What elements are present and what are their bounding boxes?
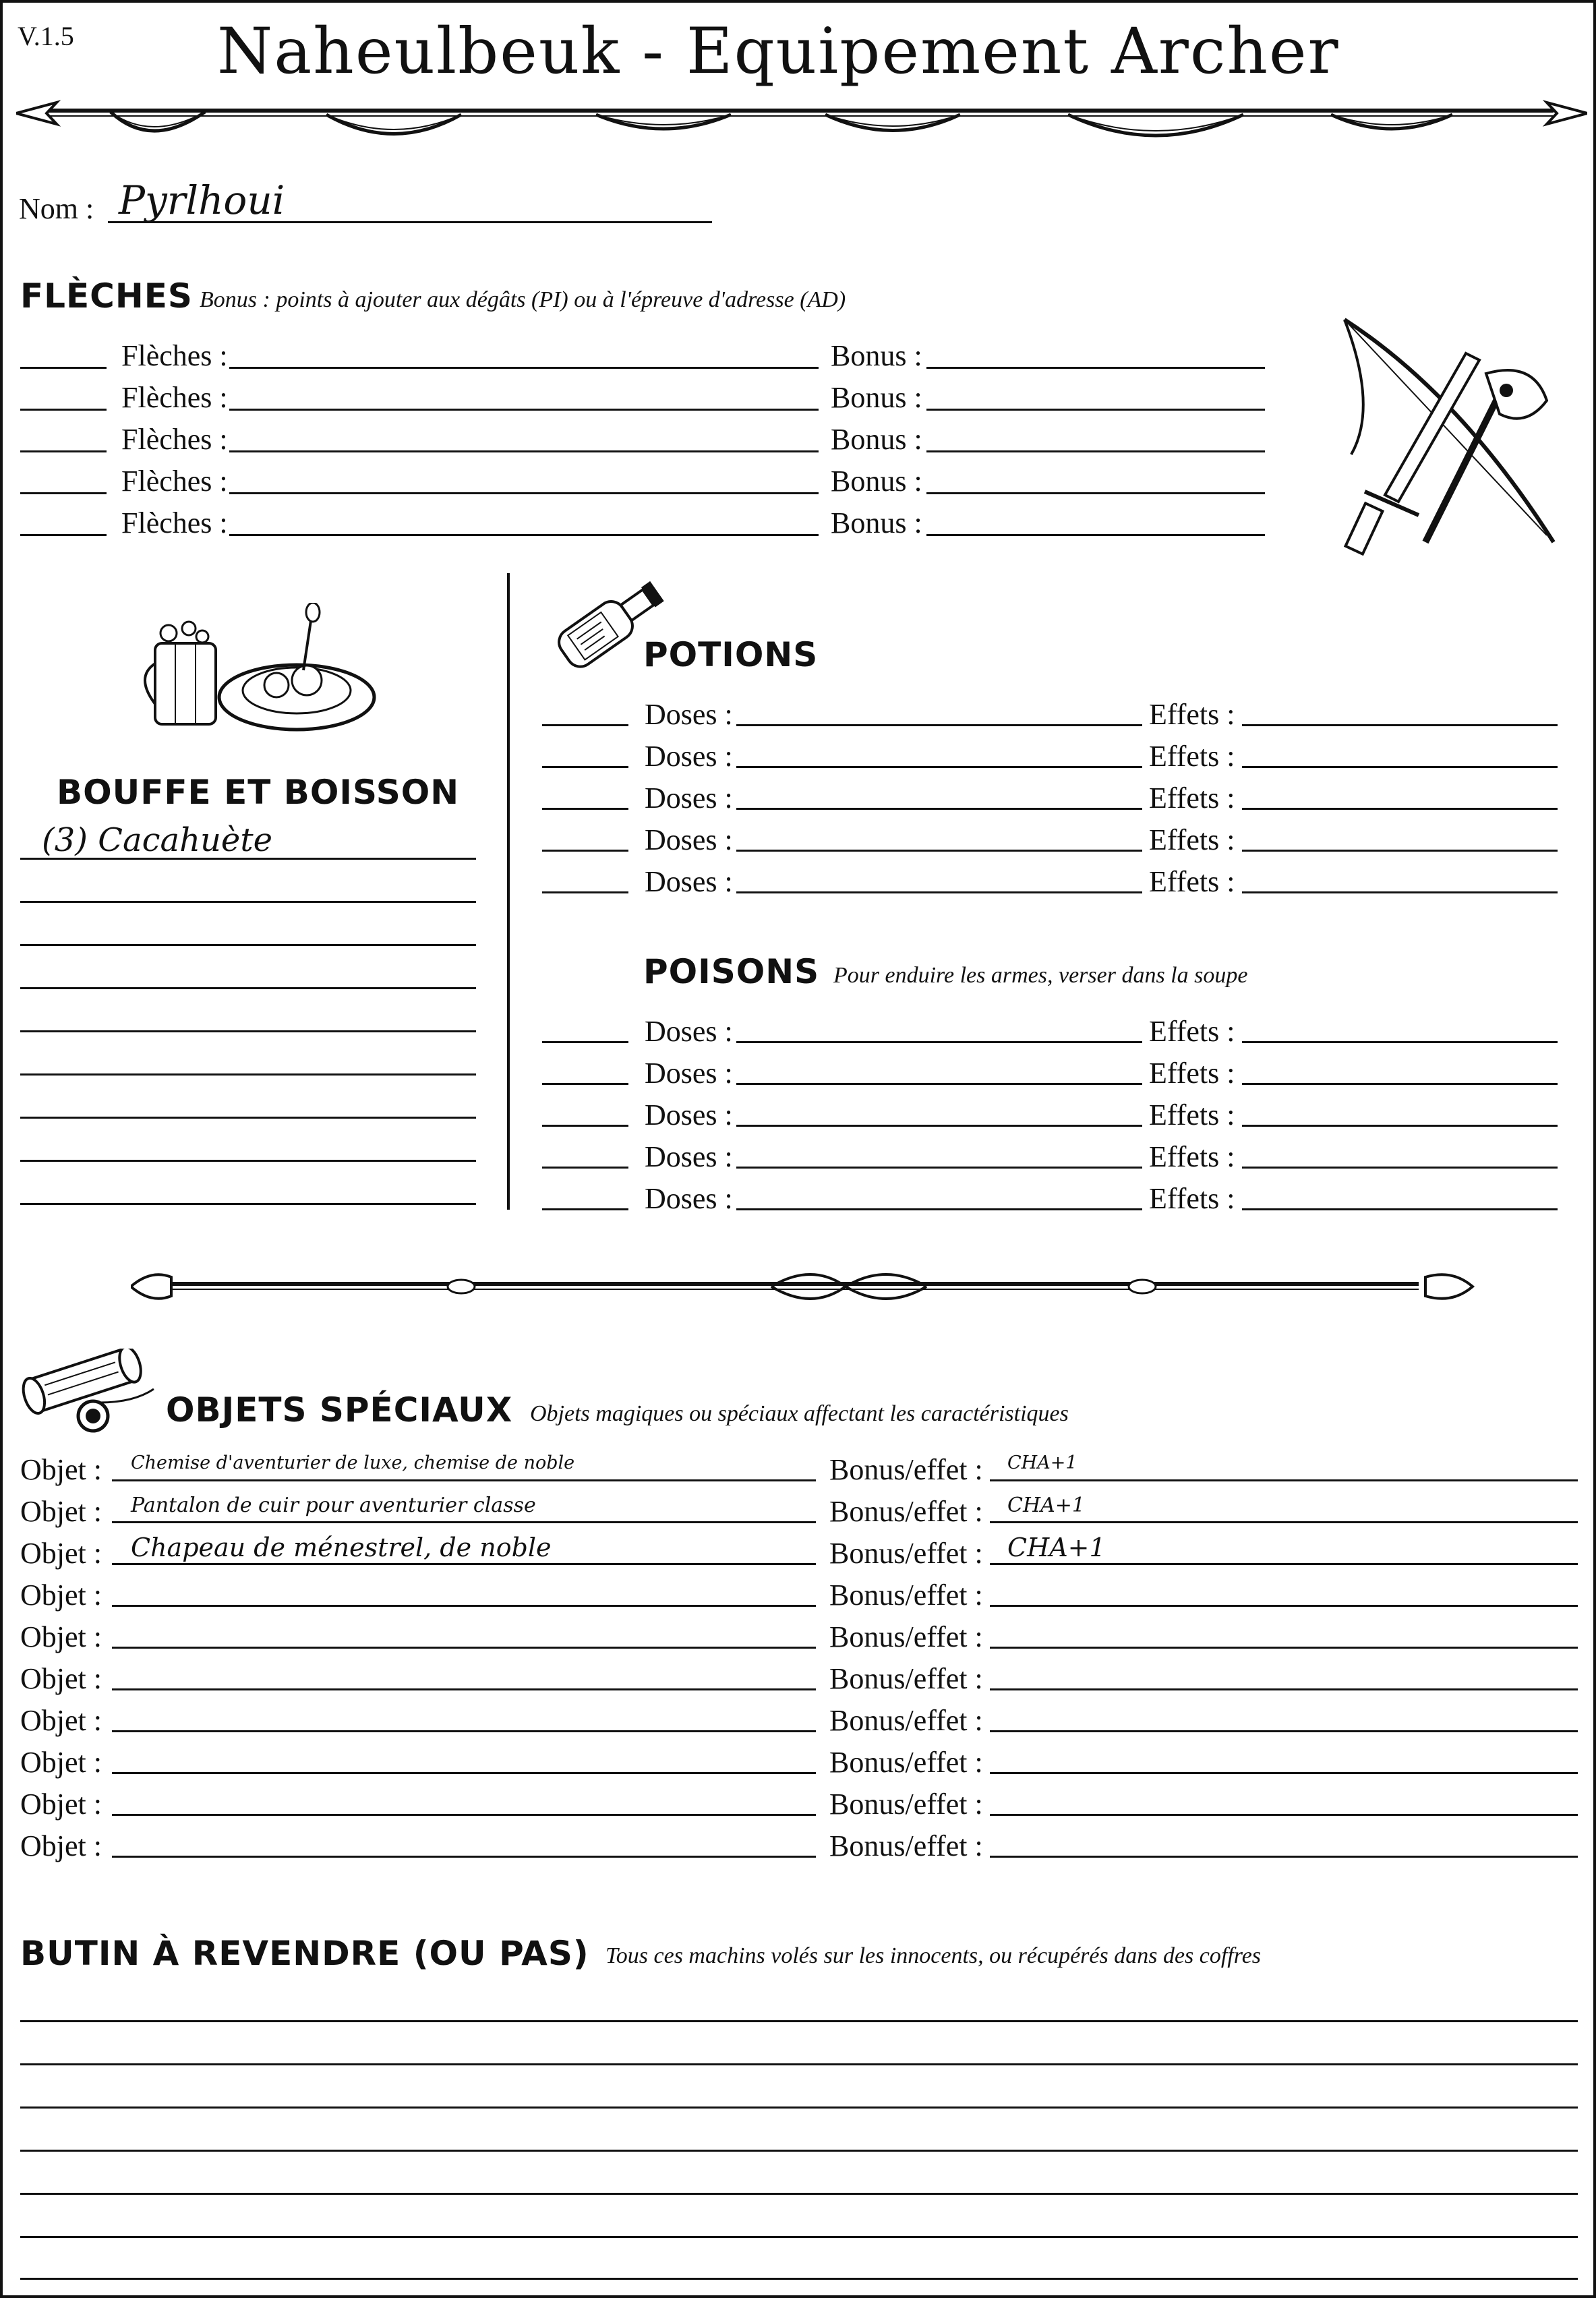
food-section-title: BOUFFE ET BOISSON	[57, 773, 460, 812]
potion-effects-label: Effets :	[1149, 782, 1235, 815]
object-line[interactable]	[112, 1479, 816, 1481]
food-line[interactable]	[20, 987, 476, 989]
food-line[interactable]	[20, 1160, 476, 1162]
arrow-row-label: Flèches :	[121, 506, 228, 539]
poison-effects-label: Effets :	[1149, 1098, 1235, 1131]
poison-doses-line[interactable]	[736, 1125, 1142, 1127]
arrow-bonus-label: Bonus :	[831, 423, 922, 456]
poison-quantity-line[interactable]	[542, 1125, 628, 1127]
arrow-name-line[interactable]	[229, 409, 819, 411]
object-label: Objet :	[20, 1620, 102, 1653]
potion-doses-line[interactable]	[736, 850, 1142, 852]
name-value[interactable]: Pyrlhoui	[119, 177, 285, 223]
sheet-title: Naheulbeuk - Equipement Archer	[217, 15, 1340, 88]
food-item-1[interactable]: (3) Cacahuète	[42, 821, 273, 859]
poison-quantity-line[interactable]	[542, 1083, 628, 1085]
potion-quantity-line[interactable]	[542, 766, 628, 768]
object-bonus-label: Bonus/effet :	[829, 1662, 983, 1695]
arrow-bonus-line[interactable]	[926, 450, 1265, 452]
object-line[interactable]	[112, 1647, 816, 1649]
potion-doses-line[interactable]	[736, 724, 1142, 726]
poison-effects-line[interactable]	[1242, 1125, 1558, 1127]
weapons-illustration-icon	[1324, 313, 1574, 556]
arrow-name-line[interactable]	[229, 367, 819, 369]
poison-doses-label: Doses :	[645, 1182, 733, 1215]
poison-effects-line[interactable]	[1242, 1208, 1558, 1210]
potion-doses-label: Doses :	[645, 823, 733, 856]
poison-effects-label: Effets :	[1149, 1057, 1235, 1090]
poison-quantity-line[interactable]	[542, 1041, 628, 1043]
arrow-divider-ornament	[16, 89, 1587, 150]
column-divider	[507, 573, 510, 1210]
potion-effects-line[interactable]	[1242, 850, 1558, 852]
poison-doses-label: Doses :	[645, 1098, 733, 1131]
poison-effects-line[interactable]	[1242, 1041, 1558, 1043]
potion-effects-label: Effets :	[1149, 740, 1235, 773]
arrow-row-label: Flèches :	[121, 381, 228, 414]
arrow-quantity-line[interactable]	[20, 450, 107, 452]
name-field-line[interactable]	[108, 221, 712, 223]
potion-doses-label: Doses :	[645, 865, 733, 898]
food-line[interactable]	[20, 1117, 476, 1119]
loot-section-subtitle: Tous ces machins volés sur les innocents, ou récupérés dans des coffres	[605, 1943, 1262, 1968]
object-label: Objet :	[20, 1704, 102, 1737]
arrow-name-line[interactable]	[229, 450, 819, 452]
object-line[interactable]	[112, 1688, 816, 1690]
loot-line[interactable]	[20, 2193, 1578, 2195]
object-label: Objet :	[20, 1746, 102, 1779]
object-label: Objet :	[20, 1537, 102, 1570]
arrow-quantity-line[interactable]	[20, 534, 107, 536]
loot-line[interactable]	[20, 2236, 1578, 2238]
potion-doses-line[interactable]	[736, 891, 1142, 893]
object-line[interactable]	[112, 1563, 816, 1565]
poison-doses-label: Doses :	[645, 1140, 733, 1173]
potion-doses-label: Doses :	[645, 782, 733, 815]
potion-quantity-line[interactable]	[542, 808, 628, 810]
object-label: Objet :	[20, 1662, 102, 1695]
potion-effects-line[interactable]	[1242, 766, 1558, 768]
poison-doses-label: Doses :	[645, 1057, 733, 1090]
scroll-and-ring-icon	[19, 1349, 167, 1436]
object-bonus-line[interactable]	[990, 1772, 1578, 1774]
arrows-section-title: FLÈCHES	[20, 276, 193, 316]
food-line[interactable]	[20, 858, 476, 860]
arrow-name-line[interactable]	[229, 534, 819, 536]
object-bonus-label: Bonus/effet :	[829, 1704, 983, 1737]
object-bonus-label: Bonus/effet :	[829, 1620, 983, 1653]
arrow-bonus-label: Bonus :	[831, 506, 922, 539]
poison-effects-label: Effets :	[1149, 1015, 1235, 1048]
loot-line[interactable]	[20, 2020, 1578, 2022]
arrow-bonus-label: Bonus :	[831, 465, 922, 498]
poison-effects-line[interactable]	[1242, 1167, 1558, 1169]
food-line[interactable]	[20, 1073, 476, 1076]
object-bonus-value-1[interactable]: CHA+1	[1007, 1452, 1077, 1473]
potion-doses-line[interactable]	[736, 766, 1142, 768]
object-line[interactable]	[112, 1730, 816, 1732]
staff-divider-ornament	[131, 1262, 1479, 1309]
loot-line[interactable]	[20, 2063, 1578, 2065]
object-bonus-line[interactable]	[990, 1688, 1578, 1690]
object-bonus-label: Bonus/effet :	[829, 1788, 983, 1821]
potion-effects-label: Effets :	[1149, 823, 1235, 856]
object-label: Objet :	[20, 1579, 102, 1612]
object-bonus-line[interactable]	[990, 1605, 1578, 1607]
poison-doses-line[interactable]	[736, 1208, 1142, 1210]
object-label: Objet :	[20, 1453, 102, 1486]
object-label: Objet :	[20, 1829, 102, 1862]
arrow-bonus-line[interactable]	[926, 534, 1265, 536]
potion-effects-label: Effets :	[1149, 698, 1235, 731]
arrows-section-subtitle: Bonus : points à ajouter aux dégâts (PI) ou à l'épreuve d'adresse (AD)	[200, 287, 846, 312]
arrow-bonus-line[interactable]	[926, 367, 1265, 369]
object-line[interactable]	[112, 1856, 816, 1858]
food-line[interactable]	[20, 1030, 476, 1032]
arrow-bonus-label: Bonus :	[831, 339, 922, 372]
loot-section-title: BUTIN À REVENDRE (OU PAS)	[20, 1934, 589, 1973]
arrow-bonus-line[interactable]	[926, 409, 1265, 411]
poisons-section-subtitle: Pour enduire les armes, verser dans la soupe	[833, 963, 1248, 988]
object-label: Objet :	[20, 1495, 102, 1528]
object-value-2[interactable]: Pantalon de cuir pour aventurier classe	[131, 1494, 536, 1517]
potion-quantity-line[interactable]	[542, 891, 628, 893]
object-bonus-label: Bonus/effet :	[829, 1495, 983, 1528]
object-bonus-label: Bonus/effet :	[829, 1579, 983, 1612]
poison-doses-line[interactable]	[736, 1167, 1142, 1169]
version-label: V.1.5	[18, 21, 74, 51]
object-value-1[interactable]: Chemise d'aventurier de luxe, chemise de noble	[131, 1452, 575, 1473]
poison-effects-line[interactable]	[1242, 1083, 1558, 1085]
food-illustration-icon	[142, 603, 378, 738]
object-bonus-line[interactable]	[990, 1479, 1578, 1481]
arrow-quantity-line[interactable]	[20, 367, 107, 369]
object-line[interactable]	[112, 1814, 816, 1816]
arrow-row-label: Flèches :	[121, 423, 228, 456]
object-bonus-label: Bonus/effet :	[829, 1746, 983, 1779]
potion-doses-label: Doses :	[645, 698, 733, 731]
potion-quantity-line[interactable]	[542, 850, 628, 852]
object-bonus-value-2[interactable]: CHA+1	[1007, 1494, 1086, 1517]
potion-quantity-line[interactable]	[542, 724, 628, 726]
object-value-3[interactable]: Chapeau de ménestrel, de noble	[131, 1533, 552, 1562]
object-bonus-value-3[interactable]: CHA+1	[1007, 1533, 1106, 1562]
poison-effects-label: Effets :	[1149, 1182, 1235, 1215]
object-bonus-line[interactable]	[990, 1563, 1578, 1565]
arrow-quantity-line[interactable]	[20, 492, 107, 494]
object-bonus-label: Bonus/effet :	[829, 1453, 983, 1486]
object-bonus-line[interactable]	[990, 1730, 1578, 1732]
arrow-quantity-line[interactable]	[20, 409, 107, 411]
poison-quantity-line[interactable]	[542, 1167, 628, 1169]
object-bonus-label: Bonus/effet :	[829, 1829, 983, 1862]
potions-section-title: POTIONS	[643, 635, 819, 674]
arrow-bonus-line[interactable]	[926, 492, 1265, 494]
food-line[interactable]	[20, 1203, 476, 1205]
object-line[interactable]	[112, 1521, 816, 1523]
arrow-row-label: Flèches :	[121, 339, 228, 372]
special-objects-section-subtitle: Objets magiques ou spéciaux affectant les caractéristiques	[530, 1401, 1069, 1426]
poison-doses-label: Doses :	[645, 1015, 733, 1048]
poisons-section-title: POISONS	[643, 952, 820, 991]
poison-quantity-line[interactable]	[542, 1208, 628, 1210]
potion-effects-line[interactable]	[1242, 724, 1558, 726]
object-bonus-label: Bonus/effet :	[829, 1537, 983, 1570]
poison-effects-label: Effets :	[1149, 1140, 1235, 1173]
potion-doses-label: Doses :	[645, 740, 733, 773]
object-line[interactable]	[112, 1605, 816, 1607]
loot-line[interactable]	[20, 2278, 1578, 2280]
arrow-row-label: Flèches :	[121, 465, 228, 498]
loot-line[interactable]	[20, 2106, 1578, 2109]
food-line[interactable]	[20, 901, 476, 903]
poison-doses-line[interactable]	[736, 1041, 1142, 1043]
object-bonus-line[interactable]	[990, 1814, 1578, 1816]
arrow-bonus-label: Bonus :	[831, 381, 922, 414]
poison-doses-line[interactable]	[736, 1083, 1142, 1085]
object-bonus-line[interactable]	[990, 1856, 1578, 1858]
potion-effects-label: Effets :	[1149, 865, 1235, 898]
arrow-name-line[interactable]	[229, 492, 819, 494]
object-label: Objet :	[20, 1788, 102, 1821]
potion-effects-line[interactable]	[1242, 891, 1558, 893]
object-bonus-line[interactable]	[990, 1647, 1578, 1649]
potion-effects-line[interactable]	[1242, 808, 1558, 810]
name-label: Nom :	[19, 192, 94, 225]
special-objects-section-title: OBJETS SPÉCIAUX	[166, 1390, 513, 1430]
food-line[interactable]	[20, 944, 476, 946]
object-line[interactable]	[112, 1772, 816, 1774]
potion-doses-line[interactable]	[736, 808, 1142, 810]
loot-line[interactable]	[20, 2150, 1578, 2152]
object-bonus-line[interactable]	[990, 1521, 1578, 1523]
